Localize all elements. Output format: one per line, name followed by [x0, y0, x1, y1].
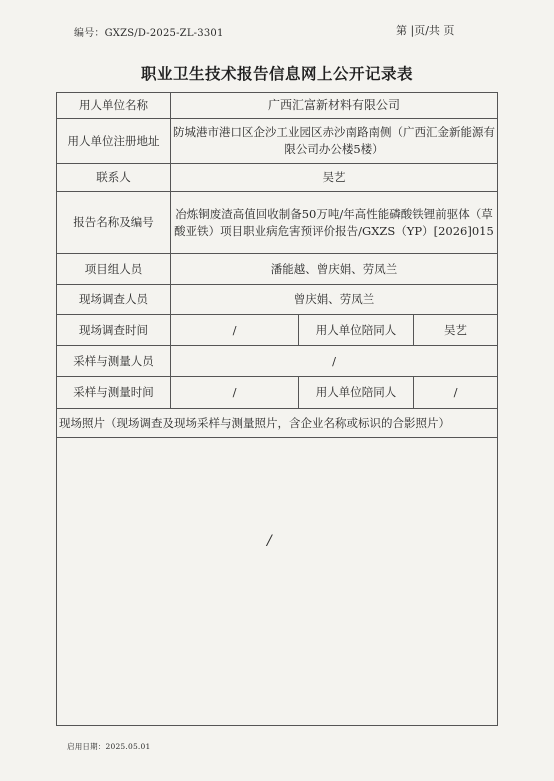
- investigation-time-value: /: [232, 322, 237, 337]
- photo-caption: 现场照片（现场调查及现场采样与测量照片，含企业名称或标识的合影照片）: [59, 416, 450, 430]
- investigation-escort-label: 用人单位陪同人: [315, 322, 397, 337]
- team-value: 潘能越、曾庆娟、劳凤兰: [270, 261, 398, 276]
- investigation-escort-value: 吴艺: [444, 322, 467, 337]
- document-number: 编号：GXZS/D-2025-ZL-3301: [74, 28, 224, 39]
- enable-date: 启用日期：2025.05.01: [67, 742, 151, 751]
- photo-content: /: [267, 533, 272, 549]
- sampling-time-label: 采样与测量时间: [73, 385, 154, 399]
- sampling-escort-value: /: [453, 385, 458, 399]
- sampling-staff-label: 采样与测量人员: [73, 353, 154, 368]
- contact-label: 联系人: [96, 170, 131, 184]
- investigation-time-label: 现场调查时间: [79, 322, 148, 337]
- investigators-label: 现场调查人员: [79, 292, 148, 306]
- sampling-time-value: /: [232, 385, 237, 399]
- page-title: 职业卫生技术报告信息网上公开记录表: [140, 64, 413, 83]
- sampling-staff-value: /: [332, 353, 336, 368]
- sampling-escort-label: 用人单位陪同人: [315, 385, 397, 399]
- team-label: 项目组人员: [84, 261, 143, 276]
- record-table: [56, 92, 498, 726]
- employer-name-label: 用人单位名称: [79, 98, 148, 112]
- employer-address-value: 防城港市港口区企沙工业园区赤沙南路南侧（广西汇金新能源有限公司办公楼5楼）: [173, 125, 495, 156]
- report-name-value: 冶炼铜废渣高值回收制备50万吨/年高性能磷酸铁锂前驱体（草酸亚铁）项目职业病危害预评价报告/GXZS（YP）[2026]015: [174, 206, 494, 238]
- employer-name-value: 广西汇富新材料有限公司: [267, 98, 400, 112]
- employer-address-label: 用人单位注册地址: [67, 133, 160, 148]
- contact-value: 吴艺: [322, 170, 346, 184]
- report-name-label: 报告名称及编号: [73, 215, 154, 229]
- page-info: 第 |页/共 页: [396, 24, 455, 37]
- investigators-value: 曾庆娟、劳凤兰: [293, 292, 375, 306]
